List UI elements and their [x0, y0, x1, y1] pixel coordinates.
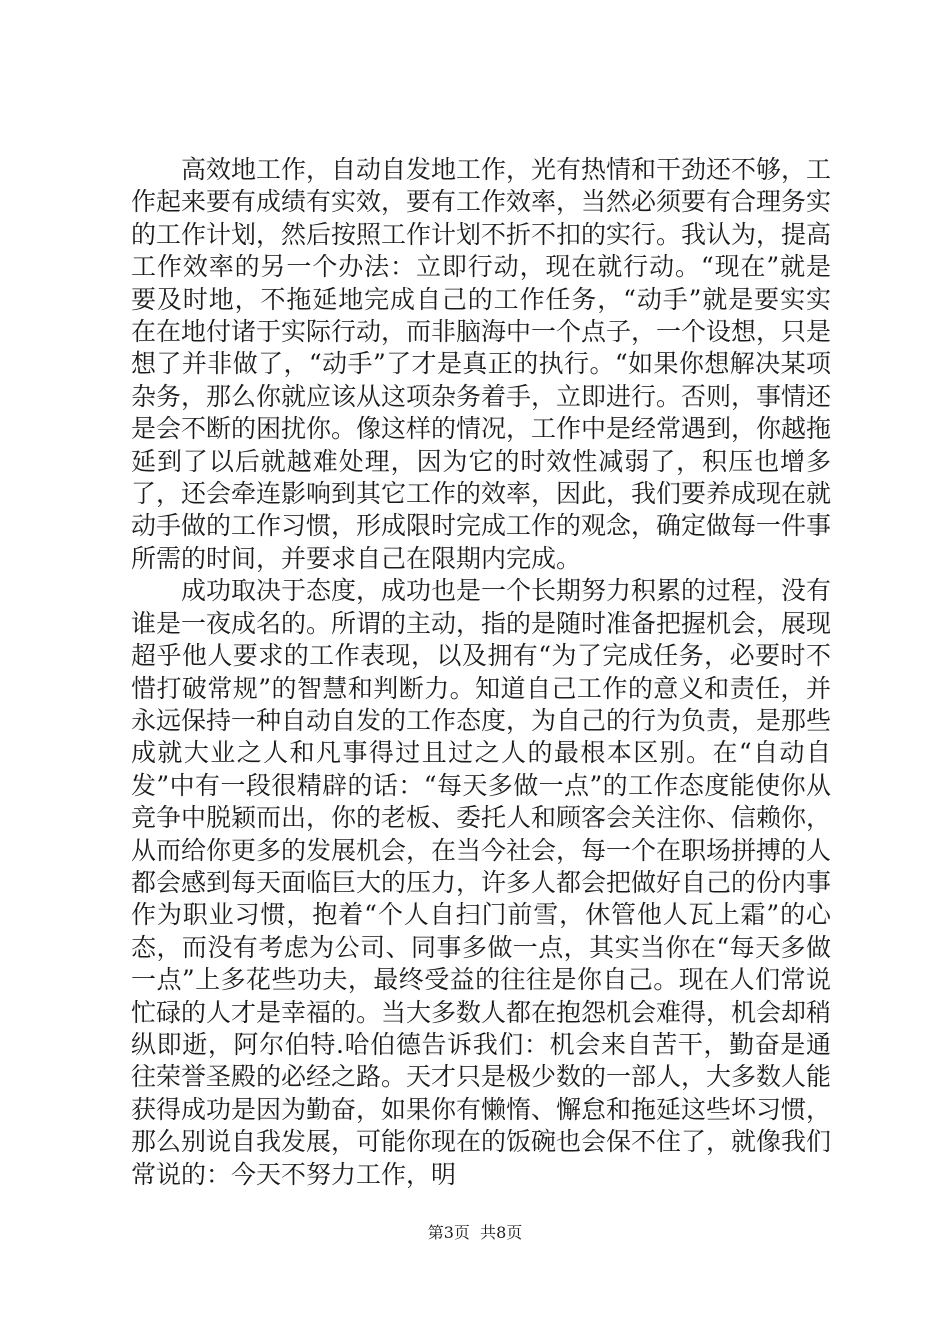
paragraph-2: 成功取决于态度，成功也是一个长期努力积累的过程，没有谁是一夜成名的。所谓的主动，指的是随时准备把握机会，展现超乎他人要求的工作表现，以及拥有“为了完成任务，必要时不惜打破常规”的智慧和判断力。知道自己工作的意义和责任，并永远保持一种自动自发的工作态度，为自己的行为负责，是那些成就大业之人和凡事得过且过之人的最根本区别。在“自动自发”中有一段很精辟的话：“每天多做一点”的工作态度能使你从竞争中脱颖而出，你的老板、委托人和顾客会关注你、信赖你，从而给你更多的发展机会，在当今社会，每一个在职场拼搏的人都会感到每天面临巨大的压力，许多人都会把做好自己的份内事作为职业习惯，抱着“个人自扫门前雪，休管他人瓦上霜”的心态，而没有考虑为公司、同事多做一点，其实当你在“每天多做一点”上多花些功夫，最终受益的往往是你自己。现在人们常说忙碌的人才是幸福的。当大多数人都在抱怨机会难得，机会却稍纵即逝，阿尔伯特.哈伯德告诉我们：机会来自苦干，勤奋是通往荣誉圣殿的必经之路。天才只是极少数的一部人，大多数人能获得成功是因为勤奋，如果你有懒惰、懈怠和拖延这些坏习惯，那么别说自我发展，可能你现在的饭碗也会保不住了，就像我们常说的：今天不努力工作，明 [131, 576, 832, 1189]
body-text [131, 154, 831, 1191]
page-number-footer: 第3页 共8页 [427, 1223, 523, 1242]
paragraph-1: 高效地工作，自动自发地工作，光有热情和干劲还不够，工作起来要有成绩有实效，要有工作效率，当然必须要有合理务实的工作计划，然后按照工作计划不折不扣的实行。我认为，提高工作效率的另一个办法：立即行动，现在就行动。“现在”就是要及时地，不拖延地完成自己的工作任务，“动手”就是要实实在在地付诸于实际行动，而非脑海中一个点子，一个设想，只是想了并非做了，“动手”了才是真正的执行。“如果你想解决某项杂务，那么你就应该从这项杂务着手，立即进行。否则，事情还是会不断的困扰你。像这样的情况，工作中是经常遇到，你越拖延到了以后就越难处理，因为它的时效性减弱了，积压也增多了，还会牵连影响到其它工作的效率，因此，我们要养成现在就动手做的工作习惯，形成限时完成工作的观念，确定做每一件事所需的时间，并要求自己在限期内完成。 [131, 155, 832, 573]
